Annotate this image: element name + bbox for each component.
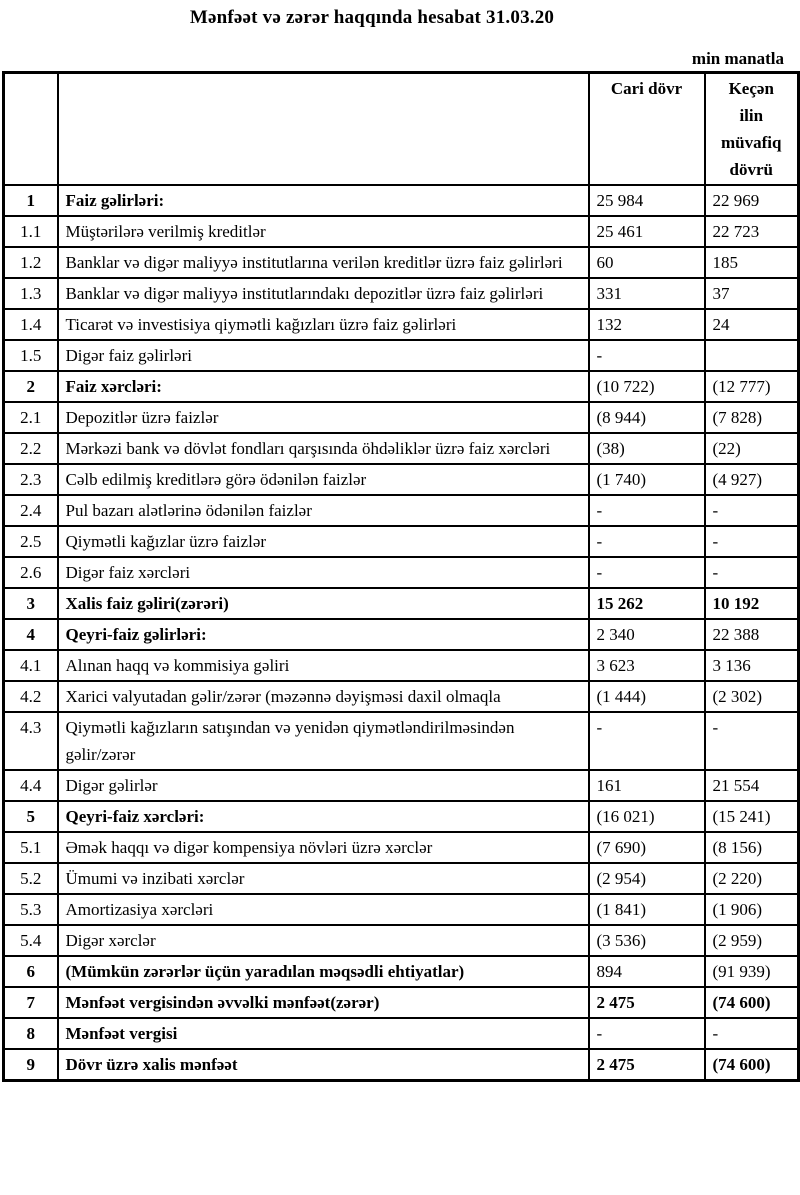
table-row [4,619,799,650]
row-value-previous: 10 192 [705,588,799,619]
row-label: Alınan haqq və kommisiya gəliri [58,650,589,681]
row-label: Depozitlər üzrə faizlər [58,402,589,433]
table-row [4,371,799,402]
row-value-current: - [589,557,705,588]
row-value-current: 25 984 [589,185,705,216]
row-value-previous: (4 927) [705,464,799,495]
row-value-previous: (8 156) [705,832,799,863]
table-row [4,216,799,247]
row-label: Qiymətli kağızların satışından və yenidən qiymətləndirilməsindən gəlir/zərər [58,712,589,770]
profit-loss-table [2,71,800,1082]
row-number: 4.4 [4,770,58,801]
row-value-current: - [589,495,705,526]
row-label: Digər faiz xərcləri [58,557,589,588]
row-label: Digər xərclər [58,925,589,956]
row-value-current: (8 944) [589,402,705,433]
row-value-previous: - [705,526,799,557]
row-label: Pul bazarı alətlərinə ödənilən faizlər [58,495,589,526]
header-previous-period-label: Keçən ilin müvafiq dövrü [721,79,782,179]
row-value-previous: 37 [705,278,799,309]
table-row [4,588,799,619]
row-label: Dövr üzrə xalis mənfəət [58,1049,589,1081]
row-number: 1.1 [4,216,58,247]
row-value-current: 25 461 [589,216,705,247]
row-value-previous: (2 302) [705,681,799,712]
row-number: 2.2 [4,433,58,464]
table-row [4,801,799,832]
row-value-current: 2 475 [589,1049,705,1081]
row-number: 2.1 [4,402,58,433]
row-label: Mənfəət vergisindən əvvəlki mənfəət(zərər) [58,987,589,1018]
table-row [4,863,799,894]
table-row [4,526,799,557]
row-value-current: (1 444) [589,681,705,712]
row-value-previous: (74 600) [705,987,799,1018]
row-value-current: - [589,526,705,557]
row-value-current: (7 690) [589,832,705,863]
row-value-previous: - [705,1018,799,1049]
row-label: Xarici valyutadan gəlir/zərər (məzənnə dəyişməsi daxil olmaqla [58,681,589,712]
row-number: 5.4 [4,925,58,956]
row-number: 2.4 [4,495,58,526]
row-number: 4.2 [4,681,58,712]
row-label: Əmək haqqı və digər kompensiya növləri üzrə xərclər [58,832,589,863]
table-row [4,402,799,433]
row-number: 2.3 [4,464,58,495]
unit-note: min manatla [691,49,784,68]
row-label: Müştərilərə verilmiş kreditlər [58,216,589,247]
row-value-previous: (1 906) [705,894,799,925]
header-cell-description [58,73,589,186]
report-table-body [4,73,799,1081]
row-value-current: - [589,712,705,770]
row-value-previous: (91 939) [705,956,799,987]
row-value-previous: (2 959) [705,925,799,956]
row-label: Xalis faiz gəliri(zərəri) [58,588,589,619]
row-number: 4 [4,619,58,650]
row-number: 2.5 [4,526,58,557]
row-number: 2.6 [4,557,58,588]
table-row [4,987,799,1018]
table-row [4,1049,799,1081]
table-row [4,247,799,278]
table-row [4,557,799,588]
row-number: 7 [4,987,58,1018]
row-value-previous: (2 220) [705,863,799,894]
table-row [4,832,799,863]
row-number: 1.2 [4,247,58,278]
page-title: Mənfəət və zərər haqqında hesabat 31.03.20 [189,7,555,28]
row-number: 1 [4,185,58,216]
row-value-current: 132 [589,309,705,340]
row-label: Faiz gəlirləri: [58,185,589,216]
row-value-current: 2 340 [589,619,705,650]
table-row [4,894,799,925]
header-row [4,73,799,186]
table-row [4,464,799,495]
row-value-previous: (7 828) [705,402,799,433]
row-value-current: 60 [589,247,705,278]
row-label: Qeyri-faiz xərcləri: [58,801,589,832]
row-number: 5.1 [4,832,58,863]
table-row [4,956,799,987]
row-value-previous: 22 388 [705,619,799,650]
table-row [4,340,799,371]
row-value-current: 161 [589,770,705,801]
row-label: (Mümkün zərərlər üçün yaradılan məqsədli ehtiyatlar) [58,956,589,987]
row-label: Ticarət və investisiya qiymətli kağızları üzrə faiz gəlirləri [58,309,589,340]
row-value-current: 3 623 [589,650,705,681]
row-value-previous: 22 969 [705,185,799,216]
row-label: Faiz xərcləri: [58,371,589,402]
row-value-previous: (22) [705,433,799,464]
row-number: 8 [4,1018,58,1049]
row-value-current: 15 262 [589,588,705,619]
row-number: 1.4 [4,309,58,340]
row-value-previous: - [705,557,799,588]
row-value-previous: - [705,712,799,770]
row-label: Cəlb edilmiş kreditlərə görə ödənilən faizlər [58,464,589,495]
table-row [4,925,799,956]
table-row [4,650,799,681]
table-row [4,770,799,801]
row-value-current: 331 [589,278,705,309]
row-number: 6 [4,956,58,987]
row-value-current: - [589,1018,705,1049]
row-number: 1.3 [4,278,58,309]
row-value-current: (1 740) [589,464,705,495]
row-value-current: (38) [589,433,705,464]
table-row [4,433,799,464]
row-value-current: (16 021) [589,801,705,832]
header-cell-number [4,73,58,186]
row-number: 1.5 [4,340,58,371]
row-number: 9 [4,1049,58,1081]
row-label: Mənfəət vergisi [58,1018,589,1049]
row-value-previous: (74 600) [705,1049,799,1081]
row-number: 4.3 [4,712,58,770]
header-current-period [589,73,705,186]
row-value-previous: 24 [705,309,799,340]
row-value-previous: 21 554 [705,770,799,801]
table-row [4,712,799,770]
row-value-current: (10 722) [589,371,705,402]
row-value-previous: - [705,495,799,526]
row-value-current: 894 [589,956,705,987]
row-number: 4.1 [4,650,58,681]
row-value-previous [705,340,799,371]
row-label: Digər gəlirlər [58,770,589,801]
header-previous-period [705,73,799,186]
row-value-previous: 185 [705,247,799,278]
table-row [4,495,799,526]
row-number: 2 [4,371,58,402]
table-row [4,309,799,340]
row-label: Digər faiz gəlirləri [58,340,589,371]
row-value-current: (1 841) [589,894,705,925]
table-row [4,1018,799,1049]
row-value-current: (3 536) [589,925,705,956]
row-value-previous: (15 241) [705,801,799,832]
row-value-previous: 22 723 [705,216,799,247]
row-value-current: (2 954) [589,863,705,894]
row-label: Ümumi və inzibati xərclər [58,863,589,894]
row-label: Qiymətli kağızlar üzrə faizlər [58,526,589,557]
row-number: 5.2 [4,863,58,894]
row-number: 3 [4,588,58,619]
row-label: Mərkəzi bank və dövlət fondları qarşısında öhdəliklər üzrə faiz xərcləri [58,433,589,464]
row-value-current: - [589,340,705,371]
row-label: Banklar və digər maliyyə institutlarına verilən kreditlər üzrə faiz gəlirləri [58,247,589,278]
table-row [4,278,799,309]
row-value-previous: (12 777) [705,371,799,402]
row-number: 5 [4,801,58,832]
row-value-current: 2 475 [589,987,705,1018]
row-label: Qeyri-faiz gəlirləri: [58,619,589,650]
header-current-period-label: Cari dövr [610,79,683,98]
row-value-previous: 3 136 [705,650,799,681]
row-label: Amortizasiya xərcləri [58,894,589,925]
row-number: 5.3 [4,894,58,925]
table-row [4,185,799,216]
table-row [4,681,799,712]
row-label: Banklar və digər maliyyə institutlarındakı depozitlər üzrə faiz gəlirləri [58,278,589,309]
